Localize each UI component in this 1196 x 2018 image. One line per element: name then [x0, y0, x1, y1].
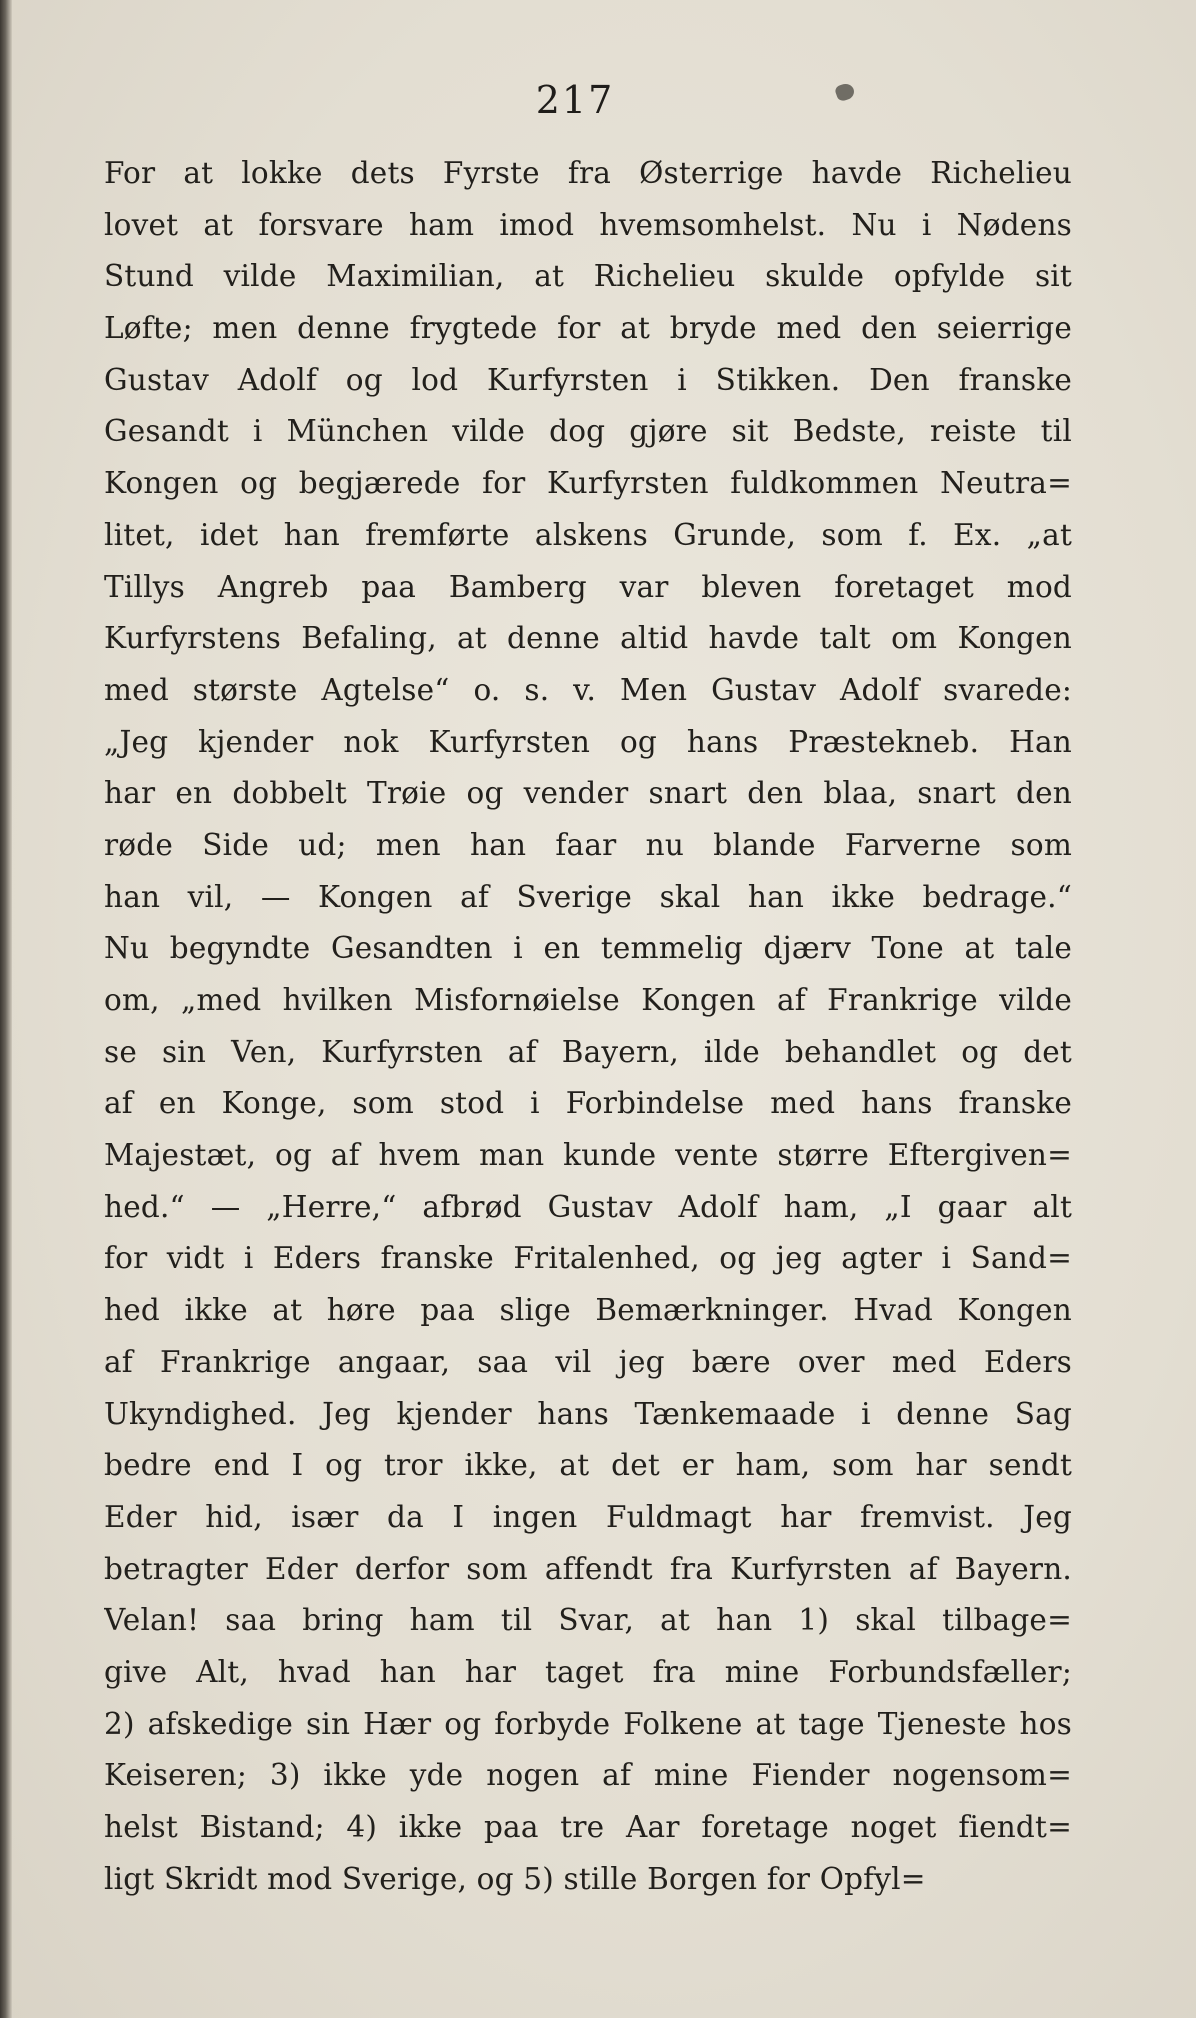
text-line: Velan! saa bring ham til Svar, at han 1) skal tilbage= [104, 1603, 1072, 1638]
text-line: for vidt i Eders franske Fritalenhed, og jeg agter i Sand= [104, 1241, 1072, 1276]
text-line: Gustav Adolf og lod Kurfyrsten i Stikken. Den franske [104, 362, 1072, 397]
text-line: helst Bistand; 4) ikke paa tre Aar foretage noget fiendt= [104, 1810, 1072, 1844]
text-line: Kongen og begjærede for Kurfyrsten fuldkommen Neutra= [104, 466, 1072, 501]
text-line: litet, idet han fremførte alskens Grunde, som f. Ex. „at [104, 517, 1072, 552]
text-line: med største Agtelse“ o. s. v. Men Gustav Adolf svarede: [104, 672, 1072, 707]
text-line: hed.“ — „Herre,“ afbrød Gustav Adolf ham, „I gaar alt [104, 1189, 1072, 1224]
text-line: 2) afskedige sin Hær og forbyde Folkene at tage Tjeneste hos [104, 1706, 1072, 1741]
text-line: Nu begyndte Gesandten i en temmelig djærv Tone at tale [104, 931, 1072, 966]
text-line: Kurfyrstens Befaling, at denne altid havde talt om Kongen [104, 621, 1072, 656]
text-line: give Alt, hvad han har taget fra mine Forbundsfæller; [104, 1654, 1072, 1689]
text-line: se sin Ven, Kurfyrsten af Bayern, ilde behandlet og det [104, 1034, 1072, 1069]
text-line: Majestæt, og af hvem man kunde vente større Eftergiven= [104, 1138, 1072, 1173]
text-line: Stund vilde Maximilian, at Richelieu skulde opfylde sit [104, 259, 1072, 294]
text-line: bedre end I og tror ikke, at det er ham, som har sendt [104, 1448, 1072, 1483]
text-line: Tillys Angreb paa Bamberg var bleven foretaget mod [104, 569, 1072, 604]
text-line: han vil, — Kongen af Sverige skal han ikke bedrage.“ [104, 879, 1072, 914]
text-line: røde Side ud; men han faar nu blande Farverne som [104, 827, 1072, 862]
page-number: 217 [535, 78, 615, 122]
text-line: Gesandt i München vilde dog gjøre sit Bedste, reiste til [104, 414, 1072, 449]
text-line: For at lokke dets Fyrste fra Østerrige havde Richelieu [104, 156, 1072, 190]
text-line: Ukyndighed. Jeg kjender hans Tænkemaade i denne Sag [104, 1396, 1072, 1431]
text-line: „Jeg kjender nok Kurfyrsten og hans Præstekneb. Han [104, 724, 1072, 759]
body-text [104, 148, 1072, 1905]
text-line: hed ikke at høre paa slige Bemærkninger. Hvad Kongen [104, 1293, 1072, 1328]
text-line: betragter Eder derfor som affendt fra Kurfyrsten af Bayern. [104, 1551, 1072, 1586]
text-line: Løfte; men denne frygtede for at bryde med den seierrige [104, 311, 1072, 346]
text-line: lovet at forsvare ham imod hvemsomhelst. Nu i Nødens [104, 207, 1072, 242]
text-line: om, „med hvilken Misfornøielse Kongen af Frankrige vilde [104, 983, 1072, 1017]
text-line: Keiseren; 3) ikke yde nogen af mine Fiender nogensom= [104, 1758, 1072, 1793]
text-line: ligt Skridt mod Sverige, og 5) stille Borgen for Opfyl= [104, 1861, 926, 1896]
text-line: af Frankrige angaar, saa vil jeg bære over med Eders [104, 1344, 1072, 1379]
text-line: af en Konge, som stod i Forbindelse med hans franske [104, 1086, 1072, 1121]
binding-edge [0, 0, 12, 2018]
text-line: Eder hid, især da I ingen Fuldmagt har fremvist. Jeg [104, 1499, 1072, 1534]
text-line: har en dobbelt Trøie og vender snart den blaa, snart den [104, 776, 1072, 811]
